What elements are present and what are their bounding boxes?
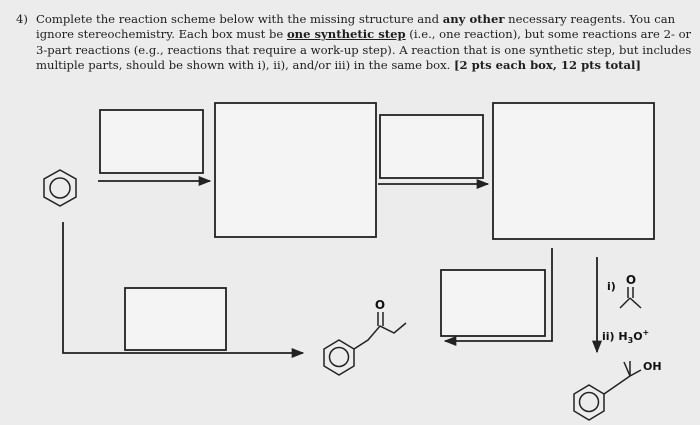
ketone-oxygen-label: O: [374, 298, 386, 312]
reagent-step-1-label: i): [607, 280, 616, 293]
question-text-part: Complete the reaction scheme below with the missing structure and: [36, 12, 443, 26]
answer-box-3[interactable]: [380, 115, 483, 178]
question-number: 4): [16, 12, 28, 26]
question-text-part: (i.e., one reaction), but some reactions are 2- or 3-part reactions (e.g., reactions that require a work-up step). A reaction that is one synthetic step, but includes multiple parts, should be shown with i), ii), and/or iii) in the same box.: [36, 27, 692, 73]
answer-box-1[interactable]: [100, 110, 203, 173]
acetone-structure: [620, 287, 641, 308]
emphasis-any-other: any other: [442, 12, 505, 26]
emphasis-one-synthetic-step: one synthetic step: [286, 27, 406, 42]
answer-box-4[interactable]: [493, 103, 654, 239]
acetone-oxygen-label: O: [625, 273, 637, 287]
answer-box-2[interactable]: [215, 103, 376, 237]
answer-box-5[interactable]: [125, 288, 226, 350]
benzene-structure: [44, 170, 76, 206]
reagent-step-2-label: ii) $H_3O^+$: [602, 328, 650, 345]
question-text-part: necessary reagents. You can ignore stereochemistry. Each box must be: [36, 12, 676, 42]
hydroxyl-label: OH: [643, 360, 662, 373]
points-note: [2 pts each box, 12 pts total]: [454, 58, 641, 73]
phenyl-butanone-structure: [324, 312, 406, 375]
answer-box-6[interactable]: [441, 270, 545, 336]
tertiary-alcohol-structure: [574, 361, 641, 420]
